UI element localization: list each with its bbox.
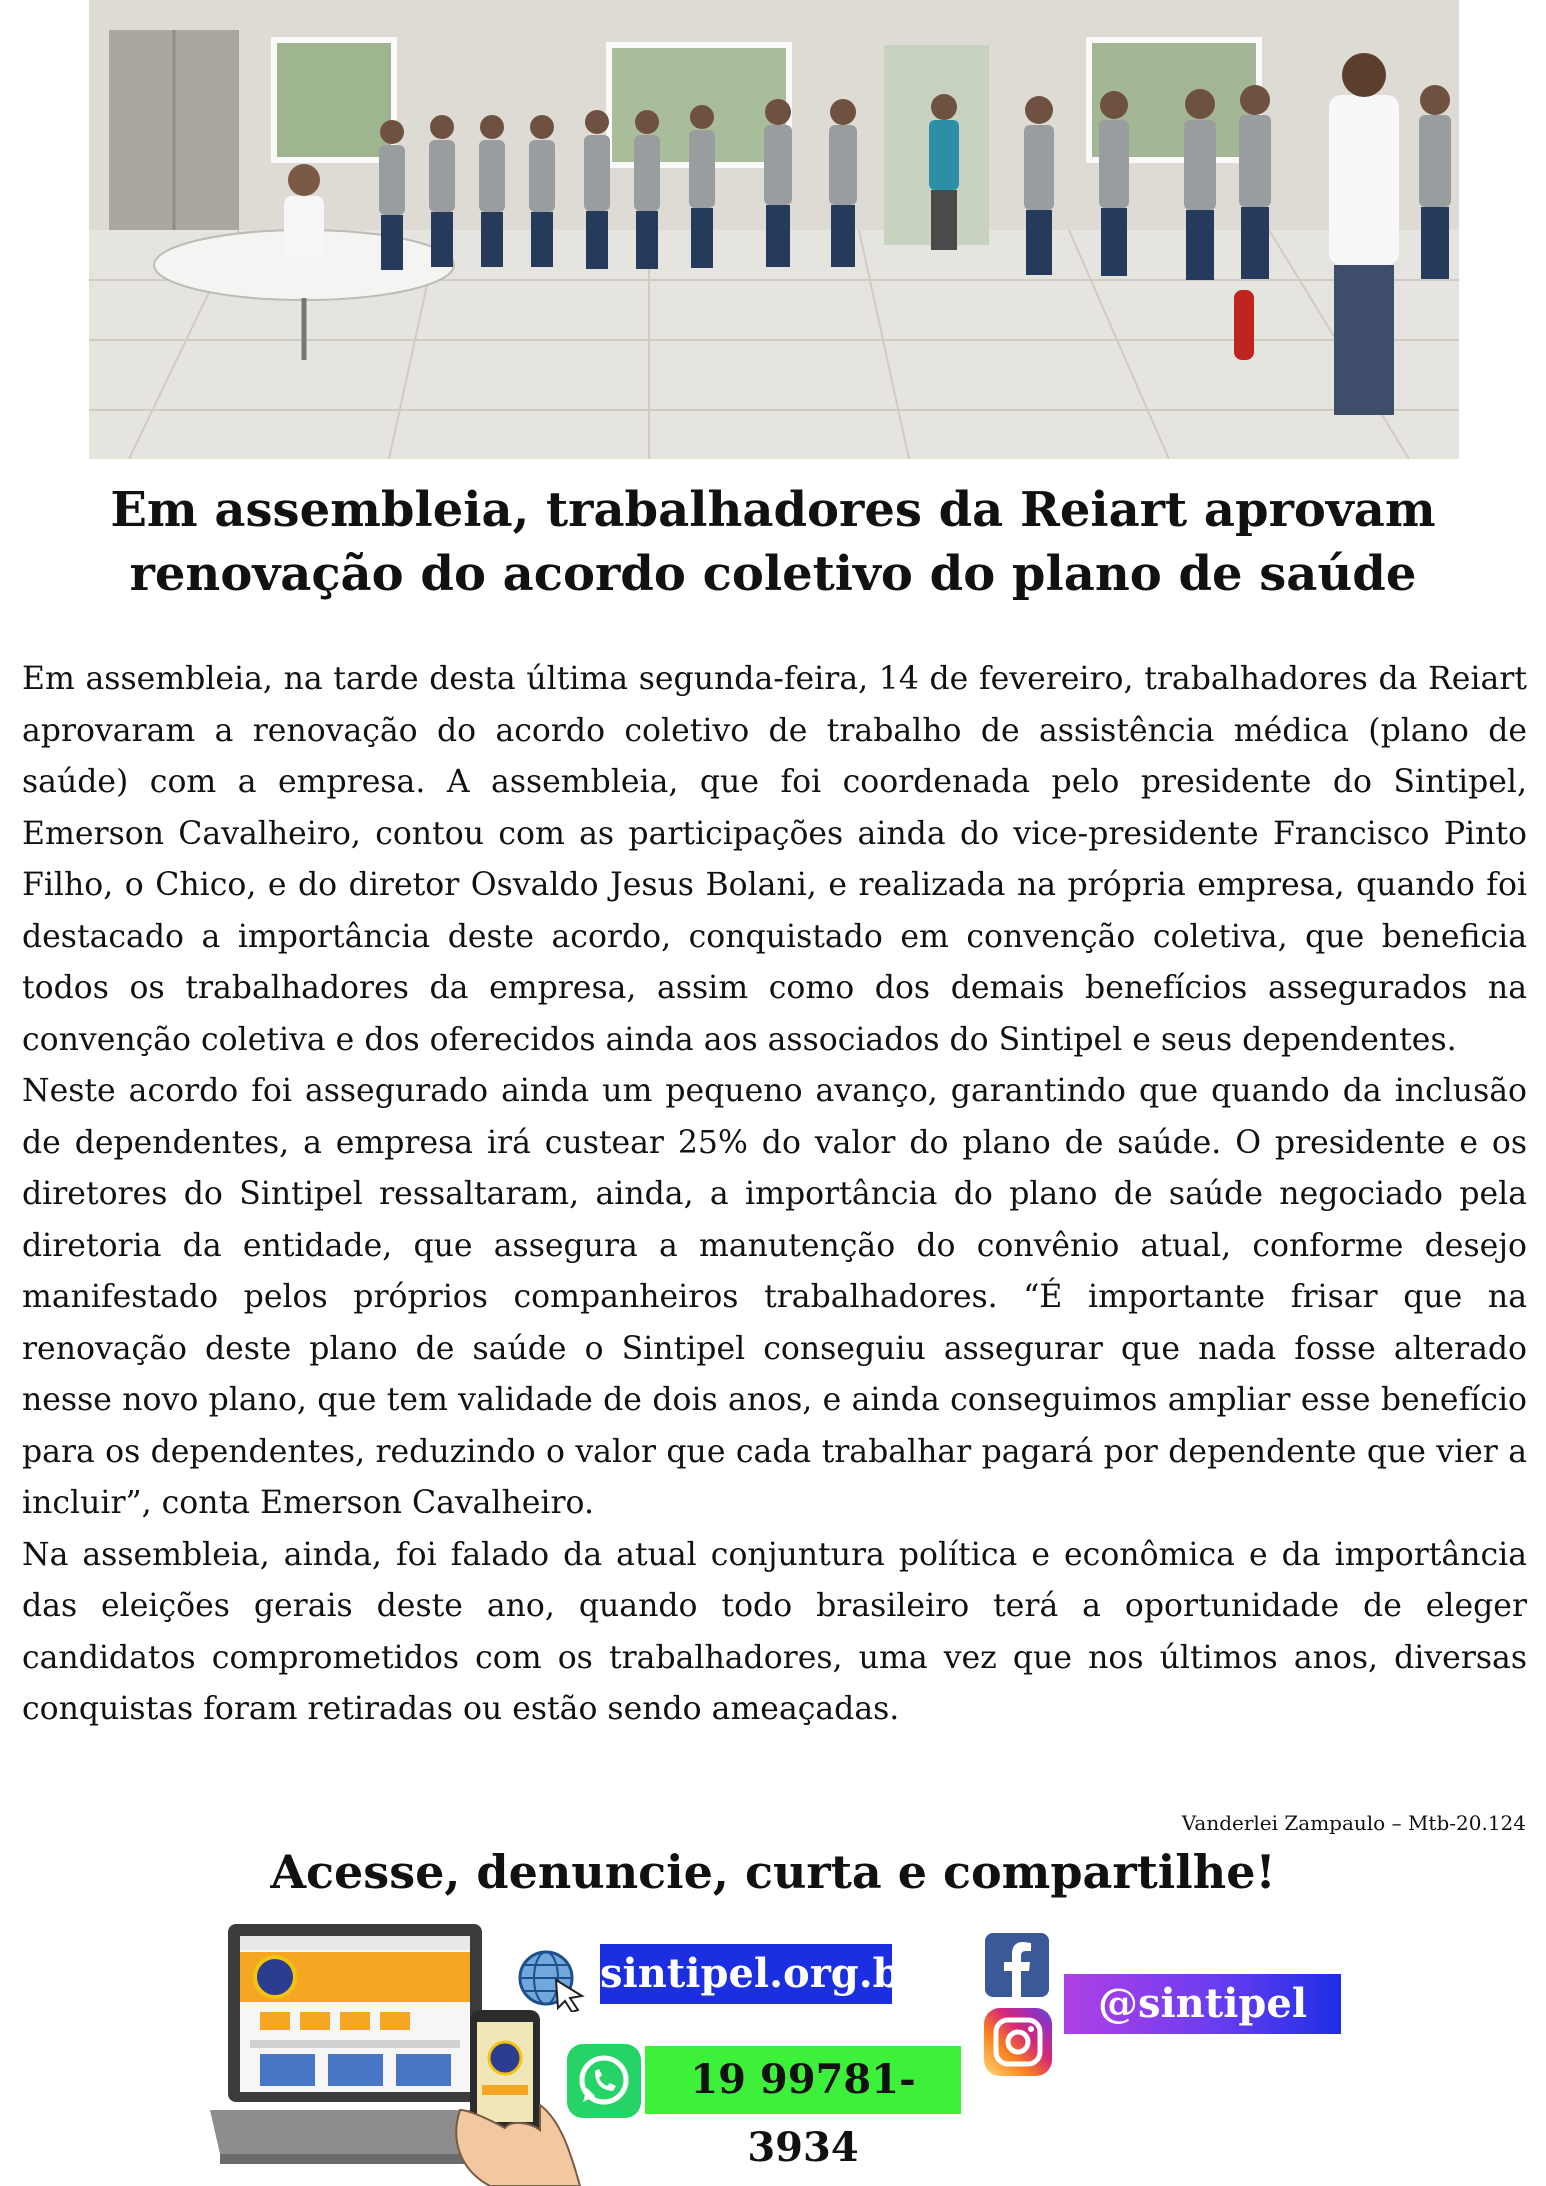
assembly-photo — [89, 0, 1459, 459]
whatsapp-icon — [567, 2044, 641, 2118]
website-link[interactable]: sintipel.org.br — [600, 1944, 892, 2004]
article-paragraph: Neste acordo foi assegurado ainda um pequeno avanço, garantindo que quando da inclusão de dependentes, a empresa irá custear 25% do valor do plano de saúde. O presidente e os diretores do Sintipel ressaltaram, ainda, a importância do plano de saúde negociado pela diretoria da entidade, que assegura a manutenção do convênio atual, conforme desejo manifestado pelos próprios companheiros trabalhadores. “É importante frisar que na renovação deste plano de saúde o Sintipel conseguiu assegurar que nada fosse alterado nesse novo plano, que tem validade de dois anos, e ainda conseguimos ampliar esse benefício para os dependentes, reduzindo o valor que cada trabalhar pagará por dependente que vier a incluir”, conta Emerson Cavalheiro. — [22, 1073, 1527, 1521]
facebook-icon — [985, 1933, 1049, 1997]
social-handle[interactable]: @sintipel — [1064, 1974, 1341, 2034]
article-paragraph: Na assembleia, ainda, foi falado da atual conjuntura política e econômica e da importância das eleições gerais deste ano, quando todo brasileiro terá a oportunidade de eleger candidatos comprometidos com os trabalhadores, uma vez que nos últimos anos, diversas conquistas foram retiradas ou estão sendo ameaçadas. — [22, 1536, 1527, 1727]
globe-icon — [516, 1948, 586, 2012]
call-to-action: Acesse, denuncie, curta e compartilhe! — [270, 1845, 1276, 1899]
whatsapp-number[interactable]: 19 99781-3934 — [645, 2046, 961, 2114]
instagram-icon — [984, 2008, 1052, 2076]
article-title: Em assembleia, trabalhadores da Reiart aprovam renovação do acordo coletivo do plano de saúde — [110, 482, 1436, 602]
byline: Vanderlei Zampaulo – Mtb-20.124 — [1181, 1811, 1526, 1835]
article-paragraph: Em assembleia, na tarde desta última segunda-feira, 14 de fevereiro, trabalhadores da Reiart aprovaram a renovação do acordo coletivo de trabalho de assistência médica (plano de saúde) com a empresa. A assembleia, que foi coordenada pelo presidente do Sintipel, Emerson Cavalheiro, contou com as participações ainda do vice-presidente Francisco Pinto Filho, o Chico, e do diretor Osvaldo Jesus Bolani, e realizada na própria empresa, quando foi destacado a importância deste acordo, conquistado em convenção coletiva, que beneficia todos os trabalhadores da empresa, assim como dos demais benefícios assegurados na convenção coletiva e dos oferecidos ainda aos associados do Sintipel e seus dependentes. — [22, 661, 1527, 1058]
article-body — [22, 654, 1527, 1736]
